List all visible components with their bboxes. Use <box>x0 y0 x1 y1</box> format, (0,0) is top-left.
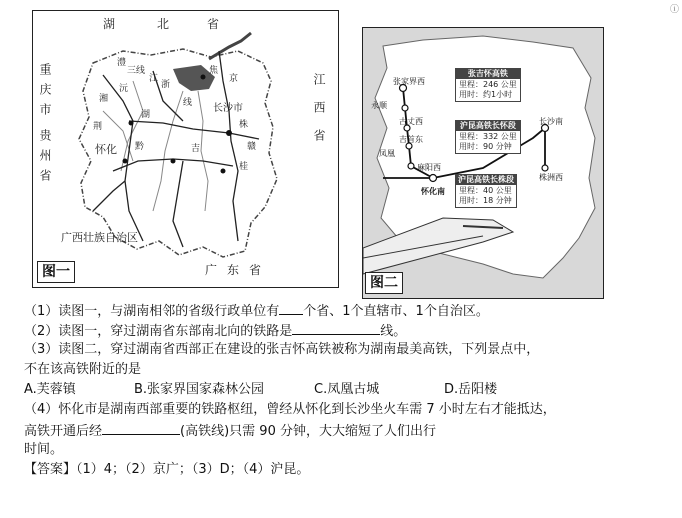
station-zhuzhou: 株洲西 <box>539 173 563 182</box>
label-huaihua: 怀化 <box>95 143 117 156</box>
station-huaihua: 怀化南 <box>421 187 445 196</box>
question-2 <box>24 320 674 340</box>
option-b: B.张家界国家森林公园 <box>134 382 265 397</box>
infobox-time: 用时：约1小时 <box>459 90 513 99</box>
label-lu: 线 <box>183 98 193 108</box>
figure-1-caption: 图一 <box>37 261 75 283</box>
label-zhen: 浙 <box>161 80 171 90</box>
infobox-hujiang <box>455 120 521 154</box>
question-3-line-1: （3）读图二，穿过湖南省西部正在建设的张吉怀高铁被称为湖南最美高铁，下列景点中， <box>24 342 540 357</box>
infobox-zhangjishou <box>455 68 521 102</box>
station-jishou: 吉首东 <box>399 135 423 144</box>
label-qian: 黔 <box>135 142 145 152</box>
label-jiangxi: 江西省 <box>312 73 326 157</box>
label-changsha: 长沙市 <box>213 103 243 114</box>
q4-prefix: 高铁开通后经 <box>24 424 103 439</box>
infobox-distance: 里程：332 公里 <box>459 132 517 141</box>
infobox-hunan <box>455 174 517 208</box>
q1-blank <box>279 300 303 315</box>
label-xiang: 湘 <box>99 94 109 104</box>
infobox-title: 沪昆高铁长株段 <box>458 175 514 184</box>
question-4-line-1: （4）怀化市是湖南西部重要的铁路枢纽，曾经从怀化到长沙坐火车需 7 小时左右才能抵达， <box>24 402 556 417</box>
figure-2-map <box>362 27 604 299</box>
figure-1-map <box>32 10 339 288</box>
label-gui: 桂 <box>239 162 249 172</box>
label-guizhou: 贵州省 <box>38 129 52 189</box>
q2-prefix: （2）读图一，穿过湖南省东部南北向的铁路是 <box>24 324 293 339</box>
question-3-line-2: 不在该高铁附近的是 <box>24 362 142 377</box>
station-changsha: 长沙南 <box>539 117 563 126</box>
label-ying: 焦 <box>209 66 219 76</box>
q1-prefix: （1）读图一，与湖南相邻的省级行政单位有 <box>24 304 280 319</box>
label-yuan: 沅 <box>119 84 129 94</box>
label-zhu: 株 <box>239 120 249 130</box>
label-hubei-1: 湖 <box>103 17 116 31</box>
q4-suffix: (高铁线)只需 90 分钟，大大缩短了人们出行 <box>180 424 436 439</box>
label-hu: 湖 <box>141 110 151 120</box>
label-jing: 京 <box>229 74 239 84</box>
label-guangxi: 广西壮族自治区 <box>61 231 138 244</box>
infobox-title: 张吉怀高铁 <box>456 69 520 79</box>
option-d: D.岳阳楼 <box>444 382 498 397</box>
q4-blank <box>102 420 180 435</box>
infobox-distance: 里程：246 公里 <box>459 80 517 89</box>
station-guzhang: 古丈西 <box>399 117 423 126</box>
label-jiang: 江 <box>149 74 159 84</box>
label-hubei-2: 北 <box>157 17 170 31</box>
q2-suffix: 线。 <box>380 324 407 339</box>
infobox-time: 用时：90 分钟 <box>459 142 512 151</box>
label-hubei-3: 省 <box>207 17 220 31</box>
option-c: C.凤凰古城 <box>314 382 380 397</box>
figure-2-caption: 图二 <box>365 272 403 294</box>
label-sanxia: 三线 <box>127 66 146 76</box>
label-jingzhou: 荆 <box>93 122 103 132</box>
label-li: 澧 <box>117 58 127 68</box>
station-fenghuang: 凤凰 <box>379 149 395 158</box>
question-4-line-2 <box>24 420 674 440</box>
label-ji: 吉 <box>191 144 201 154</box>
label-guangdong: 广东省 <box>205 263 272 277</box>
question-3-options <box>24 380 674 400</box>
hunan-railway-map-graphic <box>33 11 338 287</box>
station-zhangjiajie: 张家界西 <box>393 77 425 86</box>
corner-mark: ⓘ <box>670 5 680 15</box>
infobox-distance: 里程：40 公里 <box>459 186 512 195</box>
answer: 【答案】（1）4；（2）京广；（3）D；（4）沪昆。 <box>24 462 310 477</box>
question-4-line-3: 时间。 <box>24 442 64 457</box>
q2-blank <box>292 320 380 335</box>
station-mayang: 麻阳西 <box>417 163 441 172</box>
infobox-title: 沪昆高铁长怀段 <box>456 121 520 131</box>
q1-suffix: 个省、1个直辖市、1个自治区。 <box>303 304 489 319</box>
label-chongqing: 重庆市 <box>38 63 52 123</box>
infobox-time: 用时：18 分钟 <box>459 196 512 205</box>
question-text <box>24 300 674 480</box>
label-gan: 赣 <box>247 142 257 152</box>
station-yongding: 永顺 <box>371 101 387 110</box>
question-1 <box>24 300 674 320</box>
option-a: A.芙蓉镇 <box>24 382 76 397</box>
